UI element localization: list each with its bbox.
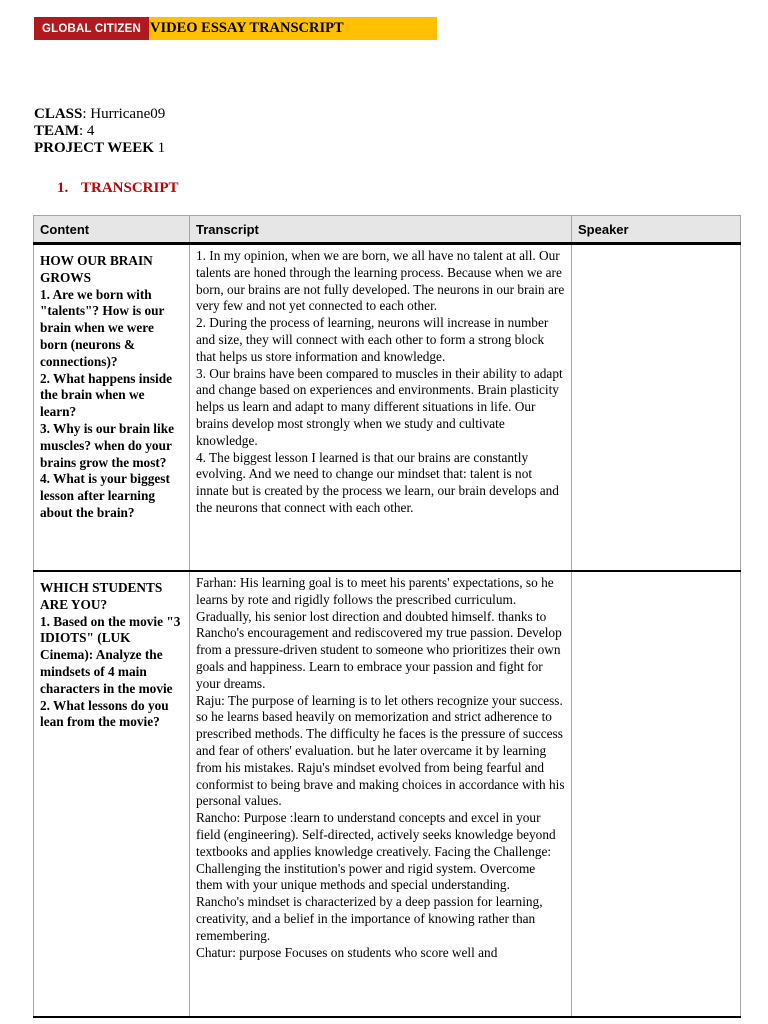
class-line: [34, 106, 165, 123]
speaker-cell: [572, 244, 741, 572]
transcript-paragraph: 2. During the process of learning, neurons will increase in number and size, they will connect with each other to form a strong block that helps us store information and knowledge.: [196, 315, 549, 364]
brand-label: GLOBAL CITIZEN: [34, 17, 149, 40]
header-content: Content: [34, 216, 190, 244]
week-label: PROJECT WEEK: [34, 140, 154, 156]
team-label: TEAM: [34, 123, 79, 139]
content-line: 3. Why is our brain like muscles? when do your brains grow the most?: [40, 420, 174, 470]
content-line: HOW OUR BRAIN GROWS: [40, 253, 153, 285]
table-header-row: [34, 216, 741, 244]
transcript-paragraph: 3. Our brains have been compared to muscles in their ability to adapt and change based on experiences and environments. Brain plasticity helps us learn and adapt to many different situations in life. Our brains develop most strongly when we study and cultivate knowledge.: [196, 365, 563, 448]
content-line: 1. Based on the movie "3 IDIOTS" (LUK Cinema): Analyze the mindsets of 4 main characters in the movie: [40, 613, 181, 696]
table-row: [34, 571, 741, 1017]
document-banner: [34, 17, 437, 40]
week-value: 1: [153, 140, 166, 156]
section-heading: [57, 180, 179, 197]
transcript-paragraph: 4. The biggest lesson I learned is that our brains are constantly evolving. And we need to change our mindset that: talent is not innate but is created by the process we learn, our brain develops and the neurons that connect with each other.: [196, 449, 559, 515]
content-line: 2. What lessons do you lean from the movie?: [40, 697, 169, 730]
transcript-paragraph: Rancho's mindset is characterized by a deep passion for learning, creativity, and a belief in the importance of knowing rather than remembering.: [196, 894, 543, 943]
content-line: WHICH STUDENTS ARE YOU?: [40, 580, 163, 612]
transcript-cell: [190, 571, 572, 1017]
content-line: 2. What happens inside the brain when we learn?: [40, 370, 173, 420]
transcript-table: [33, 215, 741, 1018]
transcript-paragraph: 1. In my opinion, when we are born, we all have no talent at all. Our talents are honed through the learning process. Because when we are born, our brains are not fully developed. The neurons in our brain are very few and not yet connected to each other.: [196, 248, 565, 314]
header-speaker: Speaker: [572, 216, 741, 244]
transcript-cell: [190, 244, 572, 572]
transcript-paragraph: Chatur: purpose Focuses on students who score well and: [196, 944, 498, 960]
week-line: [34, 140, 165, 157]
section-title: TRANSCRIPT: [81, 180, 179, 196]
content-line: 1. Are we born with "talents"? How is our brain when we were born (neurons & connections)?: [40, 286, 165, 369]
team-value: : 4: [79, 123, 95, 139]
transcript-paragraph: Rancho: Purpose :learn to understand concepts and excel in your field (engineering). Self-directed, actively seeks knowledge beyond textbooks and applies knowledge creatively. Facing the Challenge: Challenging the institution's power and rigid system. Overcome them with your unique methods and special understanding.: [196, 810, 556, 893]
speaker-cell: [572, 571, 741, 1017]
section-number: 1.: [57, 180, 69, 196]
content-line: 4. What is your biggest lesson after learning about the brain?: [40, 471, 170, 520]
document-title: VIDEO ESSAY TRANSCRIPT: [149, 17, 437, 40]
transcript-paragraph: Farhan: His learning goal is to meet his parents' expectations, so he learns by rote and rigidly follows the prescribed curriculum. Gradually, his senior lost direction and doubted himself. thanks to Rancho's encouragement and rediscovered my true passion. Develop from a pressure-driven student to someone who prioritizes their own goals and happiness. Learn to embrace your passion and fight for your dreams.: [196, 575, 562, 691]
transcript-paragraph: Raju: The purpose of learning is to let others recognize your success. so he learns based heavily on memorization and strict adherence to prescribed methods. The difficulty he faces is the pressure of success and fear of others' evaluation. but he later overcame it by learning from his mistakes. Raju's mindset evolved from being fearful and conformist to being brave and making choices in accordance with his personal values.: [196, 692, 565, 809]
content-cell: [34, 571, 190, 1017]
team-line: [34, 123, 165, 140]
class-label: CLASS: [34, 106, 83, 122]
document-meta: [34, 106, 165, 157]
content-cell: [34, 244, 190, 572]
transcript-clip: [196, 575, 565, 1008]
class-value: : Hurricane09: [82, 106, 166, 122]
header-transcript: Transcript: [190, 216, 572, 244]
table-row: [34, 244, 741, 572]
